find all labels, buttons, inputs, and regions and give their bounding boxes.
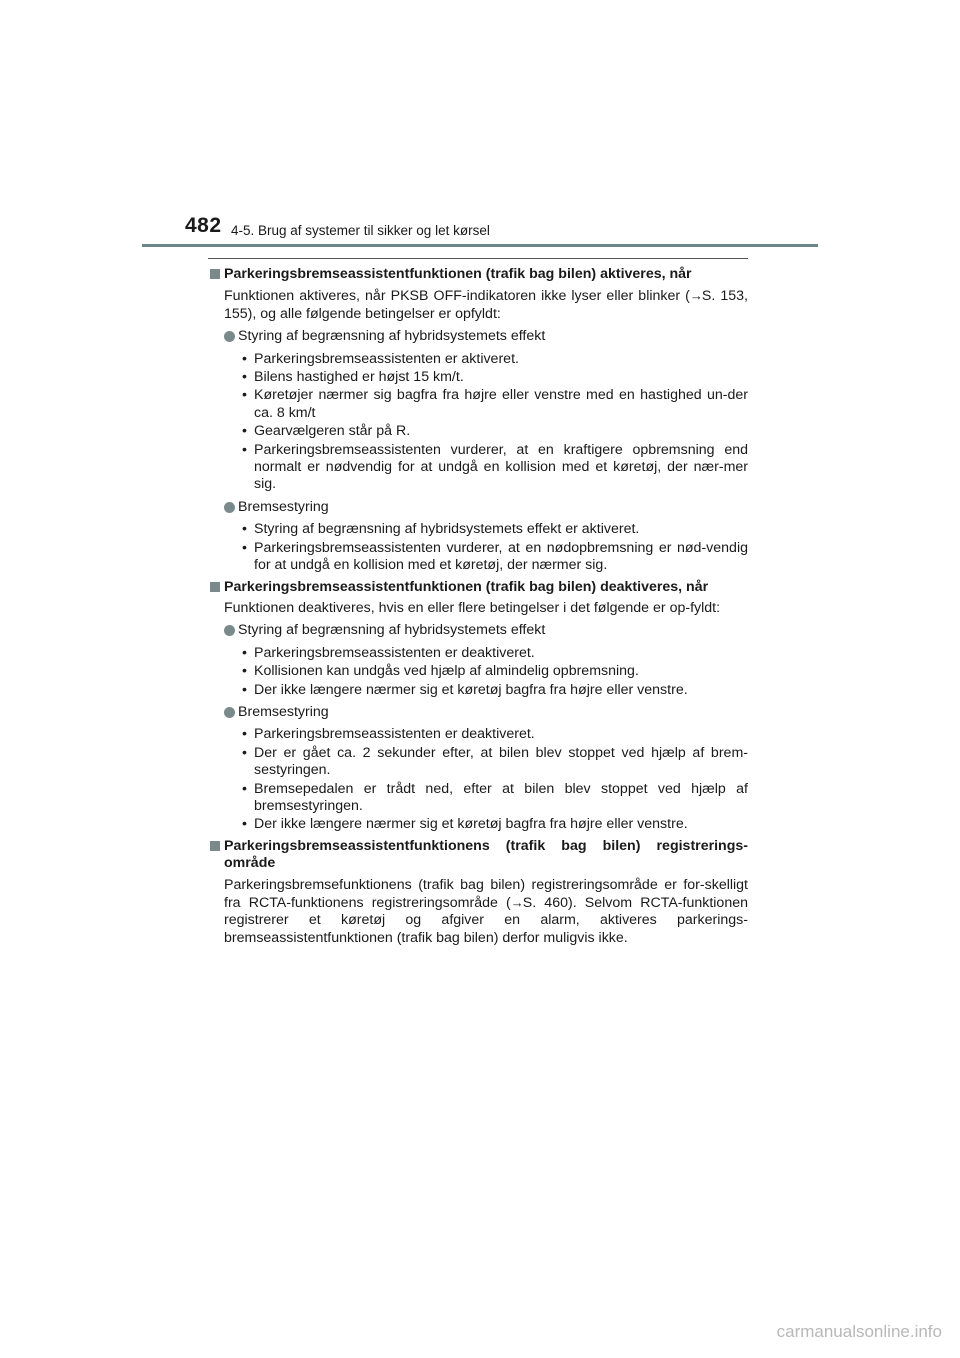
circle-bullet-icon	[224, 707, 235, 718]
subsection-heading: Styring af begrænsning af hybridsystemets effekt	[224, 328, 748, 345]
list-item: • Køretøjer nærmer sig bagfra fra højre eller venstre med en hastighed un-der ca. 8 km/t	[242, 387, 748, 422]
list-item: • Bremsepedalen er trådt ned, efter at bilen blev stoppet ved hjælp af bremsestyringen.	[242, 781, 748, 816]
site-watermark: carmanualsonline.info	[776, 1322, 942, 1341]
condition-list	[242, 351, 748, 494]
circle-bullet-icon	[224, 625, 235, 636]
list-item: • Der er gået ca. 2 sekunder efter, at bilen blev stoppet ved hjælp af brem-sestyringen.	[242, 745, 748, 780]
list-item: • Parkeringsbremseassistenten er aktiveret.	[242, 351, 748, 368]
page-number: 482	[185, 214, 222, 237]
section-intro: Funktionen aktiveres, når PKSB OFF-indikatoren ikke lyser eller blinker (→S. 153, 155), og alle følgende betingelser er opfyldt:	[224, 288, 748, 322]
section-intro: Parkeringsbremsefunktionens (trafik bag bilen) registreringsområde er for-skelligt fra RCTA-funktionens registreringsområde (→S. 460). Selvom RCTA-funktionen registrerer et køretøj og afgiver en alarm, aktiveres parkerings-bremseassistentfunktionen (trafik bag bilen) derfor muligvis ikke.	[224, 876, 748, 946]
section-heading: Parkeringsbremseassistentfunktionens (trafik bag bilen) registrerings-område	[208, 838, 748, 873]
subsection-heading: Styring af begrænsning af hybridsystemets effekt	[224, 622, 748, 639]
list-item: • Der ikke længere nærmer sig et køretøj bagfra fra højre eller venstre.	[242, 816, 748, 833]
condition-list	[242, 521, 748, 574]
list-item: • Styring af begrænsning af hybridsystemets effekt er aktiveret.	[242, 521, 748, 538]
section-heading: Parkeringsbremseassistentfunktionen (trafik bag bilen) aktiveres, når	[208, 266, 748, 283]
reference-arrow-icon: →	[689, 288, 702, 304]
section-heading: Parkeringsbremseassistentfunktionen (trafik bag bilen) deaktiveres, når	[208, 579, 748, 596]
list-item: • Gearvælgeren står på R.	[242, 423, 748, 440]
square-bullet-icon	[210, 269, 220, 279]
list-item: • Kollisionen kan undgås ved hjælp af almindelig opbremsning.	[242, 663, 748, 680]
list-item: • Parkeringsbremseassistenten er deaktiveret.	[242, 726, 748, 743]
circle-bullet-icon	[224, 331, 235, 342]
list-item: • Der ikke længere nærmer sig et køretøj bagfra fra højre eller venstre.	[242, 682, 748, 699]
page-content	[208, 258, 748, 947]
list-item: • Parkeringsbremseassistenten er deaktiveret.	[242, 645, 748, 662]
list-item: • Parkeringsbremseassistenten vurderer, at en nødopbremsning er nød-vendig for at undgå en kollision med et køretøj, der nærmer sig.	[242, 540, 748, 575]
list-item: • Bilens hastighed er højst 15 km/t.	[242, 369, 748, 386]
square-bullet-icon	[210, 582, 220, 592]
subsection-heading: Bremsestyring	[224, 499, 748, 516]
reference-arrow-icon: →	[510, 895, 523, 910]
section-intro: Funktionen deaktiveres, hvis en eller flere betingelser i det følgende er op-fyldt:	[224, 599, 721, 616]
square-bullet-icon	[210, 841, 220, 851]
chapter-title: 4-5. Brug af systemer til sikker og let kørsel	[231, 223, 490, 238]
condition-list	[242, 726, 748, 833]
circle-bullet-icon	[224, 502, 235, 513]
condition-list	[242, 645, 748, 699]
list-item: • Parkeringsbremseassistenten vurderer, at en kraftigere opbremsning end normalt er nødvendig for at undgå en kollision med et køretøj, der nær-mer sig.	[242, 442, 748, 494]
subsection-heading: Bremsestyring	[224, 704, 748, 721]
header-rule	[142, 244, 818, 247]
